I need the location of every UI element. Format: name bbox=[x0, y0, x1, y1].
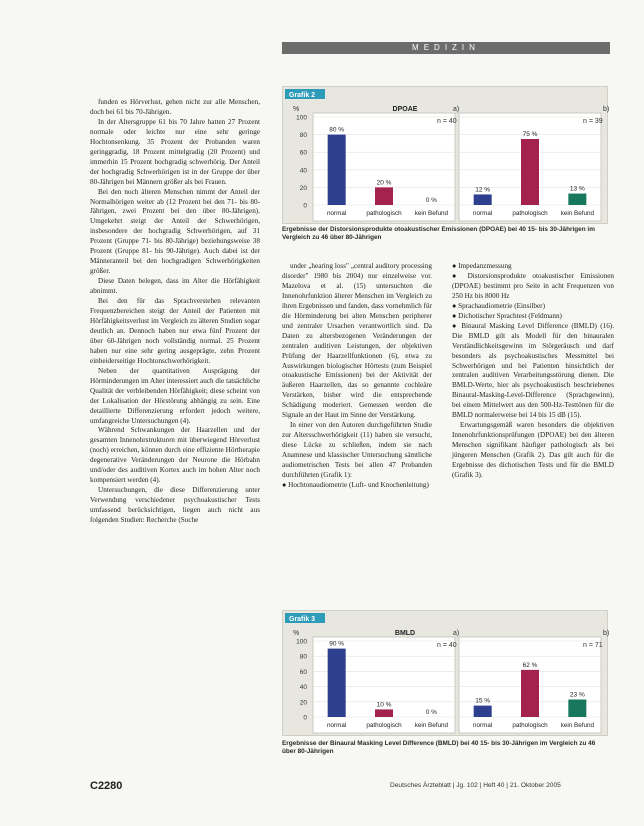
category-label: kein Befund bbox=[414, 210, 448, 217]
chart-title: BMLD bbox=[394, 630, 416, 637]
bar bbox=[375, 709, 393, 717]
panel-n: n = 40 bbox=[437, 118, 457, 125]
y-tick-label: 20 bbox=[299, 184, 307, 192]
y-tick-label: 100 bbox=[296, 638, 307, 646]
y-tick-label: 20 bbox=[299, 699, 307, 707]
col2-paragraph: ● Hochtonaudiometrie (Luft- und Knochenleitung) bbox=[282, 480, 429, 489]
panel-label: b) bbox=[603, 630, 610, 637]
chart-tag: Grafik 3 bbox=[289, 616, 316, 623]
chart-dpoae-caption: Ergebnisse der Distorsionsprodukte otoakustischer Emissionen (DPOAE) bei 40 15- bis 30-Jährigen im Vergleich zu 46 über 80-Jährigen bbox=[282, 226, 595, 241]
col3-paragraph: ● Impedanzmessung bbox=[452, 262, 512, 270]
bar bbox=[568, 194, 586, 205]
panel-label: a) bbox=[453, 630, 460, 637]
chart-tag: Grafik 2 bbox=[289, 92, 316, 99]
category-label: pathologisch bbox=[366, 210, 402, 217]
y-axis-label: % bbox=[293, 106, 300, 113]
bar bbox=[521, 670, 539, 717]
col1-paragraph: Neben der quantitativen Ausprägung der Hörminderungen im Alter interessiert auch die tatsächliche Qualität der verbleibenden Hörfähigkeit; diese scheint von der Lokalisation der Hörstörung abhängig zu sein. Eine detaillierte Differenzierung erfordert jedoch weitere, umfangreiche Untersuchungen (4). bbox=[90, 366, 260, 425]
col3-paragraph: ● Distorsionsprodukte otoakustischer Emissionen (DPOAE) bestimmt pro Seite in acht Frequenzen von 250 Hz bis 8000 Hz bbox=[452, 271, 614, 300]
bar-value-label: 10 % bbox=[376, 701, 392, 709]
bar bbox=[568, 700, 586, 717]
bar bbox=[521, 139, 539, 205]
col1-paragraph: Untersuchungen, die diese Differenzierung unter Verwendung verschiedener psychoakustischer Tests umfassend berücksichtigen, liegen auch nicht aus folgenden Studien: Recherche (Suche bbox=[90, 486, 260, 525]
y-tick-label: 40 bbox=[299, 684, 307, 692]
category-label: normal bbox=[473, 722, 493, 729]
col1-paragraph: funden es Hörverlust, gehen nicht zur alle Menschen, doch bei 61 bis 70-Jährigen. bbox=[90, 98, 260, 116]
col1-paragraph: Während Schwankungen der Haarzellen und der gesamten Innenohrstrukturen mit überwiegend Hörverlust (noch) erreichen, können durch eine effiziente Hörtherapie degenerative Veränderungen der Neurone die Hörbahn und/oder des auditiven Kortex auch im hohen Alter noch kompensiert werden (4). bbox=[90, 426, 260, 485]
y-axis-label: % bbox=[293, 630, 300, 637]
panel-label: b) bbox=[603, 106, 610, 113]
y-tick-label: 60 bbox=[299, 668, 307, 676]
col3-paragraph: Erwartungsgemäß waren besonders die objektiven Innenohrfunktionsprüfungen (DPOAE) bei den älteren Menschen signifikant häufiger pathologisch als bei jüngeren Menschen (Grafik 2). Das gilt auch für die Ergebnisse des dichotischen Tests und für die BMLD (Grafik 3). bbox=[452, 421, 614, 480]
bar bbox=[474, 706, 492, 717]
col1-paragraph: Bei den für das Sprachverstehen relevanten Frequenzbereichen steigt der Anteil der Patienten mit Hörfähigkeitsverlust im Vergleich zu älteren Studien sogar deutlich an. Dennoch haben nur etwa fünf Prozent der über 60-Jährigen noch vollständig normal. 25 Prozent haben nur eine sehr gering ausgeprägte, zehn Prozent einbeiderseitige Hochtonschwerhörigkeit. bbox=[90, 297, 260, 365]
category-label: kein Befund bbox=[560, 210, 594, 217]
bmld-svg bbox=[283, 611, 610, 735]
bar-value-label: 62 % bbox=[522, 661, 538, 669]
col1-paragraph: Bei den noch älteren Menschen nimmt der Anteil der Normalhörigen weiter ab (12 Prozent bei den 71- bis 80-Jährigen, zwei Prozent bei den über 80-Jährigen). Umgekehrt steigt der Anteil der Schwerhörigen, insbesondere der hochgradig Schwerhörigen, auf 31 Prozent (Gruppe 71- bis 80-Jährige) beziehungsweise 38 Prozent (Gruppe 81- bis 90-Jährige). Auch dabei ist der Männeranteil bei den hochgradigen Schwerhörigkeiten größer. bbox=[90, 187, 260, 276]
y-tick-label: 80 bbox=[299, 132, 307, 140]
text-column-1 bbox=[90, 98, 260, 774]
y-tick-label: 100 bbox=[296, 114, 307, 122]
col1-paragraph: In der Altersgruppe 61 bis 70 Jahre hatten 27 Prozent normale oder leichte nur eine sehr geringe Hochtonsenkung. 35 Prozent der Probanden waren geringgradig, 18 Prozent mittelgradig (20 Prozent) und immerhin 15 Prozent hochgradig schwerhörig. Der Anteil der hochgradig Schwerhörigen ist in der Gruppe der über 80-Jährigen bei Männern größer als bei Frauen. bbox=[90, 117, 260, 186]
col3-paragraph: ● Sprachaudiometrie (Einsilber) bbox=[452, 301, 545, 310]
text-column-3 bbox=[452, 262, 614, 592]
y-tick-label: 80 bbox=[299, 653, 307, 661]
bar-value-label: 75 % bbox=[522, 131, 538, 138]
y-tick-label: 60 bbox=[299, 149, 307, 157]
dpoae-svg bbox=[283, 87, 610, 223]
section-header: MEDIZIN bbox=[282, 42, 610, 54]
col3-paragraph: ● Dichotischer Sprachtest (Feldmann) bbox=[452, 311, 562, 320]
category-label: normal bbox=[327, 722, 347, 729]
category-label: normal bbox=[473, 210, 493, 217]
journal-citation: Deutsches Ärzteblatt | Jg. 102 | Heft 40 | 21. Oktober 2005 bbox=[390, 782, 561, 789]
y-tick-label: 0 bbox=[303, 202, 307, 210]
bar bbox=[328, 649, 346, 717]
bar bbox=[328, 135, 346, 205]
bar bbox=[474, 194, 492, 205]
category-label: pathologisch bbox=[512, 210, 548, 217]
page-number: C2280 bbox=[90, 780, 123, 792]
panel-label: a) bbox=[453, 106, 460, 113]
col1-paragraph: Diese Daten belegen, dass im Alter die Hörfähigkeit abnimmt. bbox=[90, 277, 260, 296]
bar-value-label: 90 % bbox=[329, 640, 345, 648]
category-label: kein Befund bbox=[414, 722, 448, 729]
col3-paragraph: ● Binaural Masking Level Difference (BMLD) (16). Die BMLD gilt als Modell für den binauralen Verständlichkeitsgewinn im Störgeräusch und darf besonders als psychoakustisches Messmittel bei Schwerhörigen und bei Patienten hinsichtlich der zentralen auditiven Verarbeitungsstörung dienen. Die BMLD-Werte, hier als psychoakustisch beschriebenes Binaural-Masking-Level-Difference (Sprachgewinn), bei einem Mittelwert aus den 500-Hz-Testtönen für die BMLD normalerweise bei 14 bis 15 dB (15). bbox=[452, 321, 614, 420]
chart-bmld bbox=[282, 610, 608, 736]
category-label: pathologisch bbox=[366, 722, 402, 729]
y-tick-label: 40 bbox=[299, 167, 307, 175]
bar-value-label: 13 % bbox=[569, 185, 585, 193]
bar-value-label: 20 % bbox=[376, 179, 392, 187]
col2-paragraph: In einer von den Autoren durchgeführten Studie zur Altersschwerhörigkeit (11) haben sie versucht, diese Lücke zu schließen, indem sie nach Anamnese und klassischer Untersuchung sämtliche audiometrischen Tests bei allen 47 Probanden durchführten (Grafik 1): bbox=[282, 421, 432, 480]
bar-value-label: 12 % bbox=[475, 186, 491, 194]
chart-dpoae bbox=[282, 86, 608, 224]
panel-n: n = 40 bbox=[437, 642, 457, 649]
bar-value-label: 0 % bbox=[425, 709, 437, 716]
text-column-2 bbox=[282, 262, 432, 592]
category-label: kein Befund bbox=[560, 722, 594, 729]
panel-n: n = 39 bbox=[583, 118, 603, 125]
panel-n: n = 71 bbox=[583, 642, 603, 649]
bar-value-label: 0 % bbox=[425, 197, 437, 204]
chart-title: DPOAE bbox=[392, 106, 418, 113]
y-tick-label: 0 bbox=[303, 714, 307, 722]
category-label: normal bbox=[327, 210, 347, 217]
col2-paragraph: under „hearing loss" „central auditory processing disorder" 1980 bis 2004) nur einzelweise vor. Mazelova et al. (15) untersuchten die Innenohrfunktion älterer Menschen im Vergleich zu ihren Ergebnissen und fanden, dass vornehmlich für die Hörminderung bei alten Menschen peripherer und zentraler Ursachen verantwortlich sind. Da Daten zu altersbezogenen Veränderungen der zentralen auditiven Leistungen, der objektiven Prüfung der Haarzellfunktionen (6), etwa zu Auswirkungen biologischer Hörtests (zum Beispiel otoakustische Emissionen) bei der Aktivität der äußeren Haarzellen, das so genannte cochleäre Verstärken, bisher wird die entsprechende Schädigung moderiert. Gemessen werden die Signale an der Haut im Sinne der Verstärkung. bbox=[282, 262, 432, 420]
bar bbox=[375, 187, 393, 205]
bar-value-label: 15 % bbox=[475, 697, 491, 705]
bar-value-label: 23 % bbox=[569, 691, 585, 699]
bar-value-label: 80 % bbox=[329, 126, 345, 134]
chart-bmld-caption: Ergebnisse der Binaural Masking Level Difference (BMLD) bei 40 15- bis 30-Jährigen im Vergleich zu 46 über 80-Jährigen bbox=[282, 740, 596, 755]
category-label: pathologisch bbox=[512, 722, 548, 729]
